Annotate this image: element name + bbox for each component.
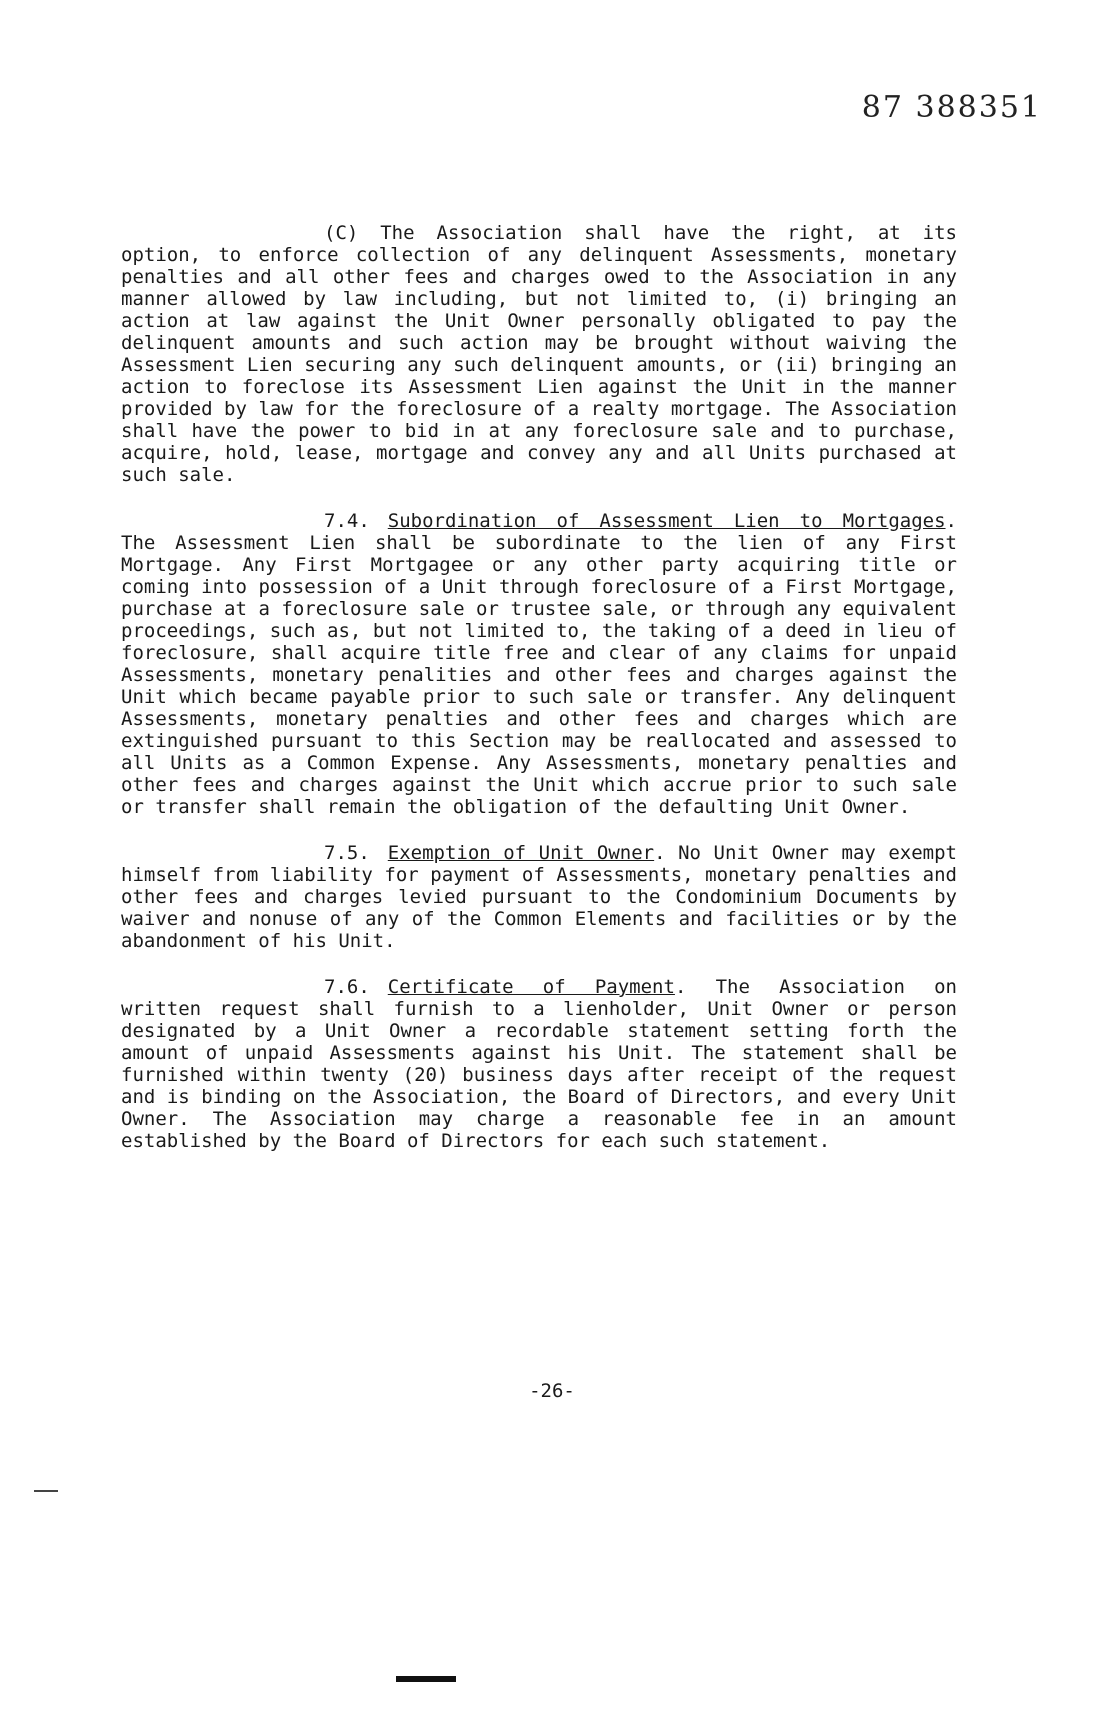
document-number-stamp: 87 388351 bbox=[861, 90, 1042, 125]
document-body bbox=[121, 222, 957, 1176]
section-7-5-number: 7.5. bbox=[324, 842, 370, 864]
paragraph-c-text: (C) The Association shall have the right, at its option, to enforce collection of any delinquent Assessments, monetary penalties and all other fees and charges owed to the Association in any manner allowed by law including, but not limited to, (i) bringing an action at law against the Unit Owner personally obligated to pay the delinquent amounts and such action may be brought without waiving the Assessment Lien securing any such delinquent amounts, or (ii) bringing an action to foreclose its Assessment Lien against the Unit in the manner provided by law for the foreclosure of a realty mortgage. The Association shall have the power to bid in at any foreclosure sale and to purchase, acquire, hold, lease, mortgage and convey any and all Units purchased at such sale. bbox=[121, 222, 957, 486]
section-7-5-heading: Exemption of Unit Owner bbox=[387, 842, 655, 864]
section-7-6-body: . The Association on written request shall furnish to a lienholder, Unit Owner or person designated by a Unit Owner a recordable statement setting forth the amount of unpaid Assessments against his Unit. The statement shall be furnished within twenty (20) business days after receipt of the request and is binding on the Association, the Board of Directors, and every Unit Owner. The Association may charge a reasonable fee in an amount established by the Board of Directors for each such statement. bbox=[121, 976, 957, 1152]
section-7-6-number: 7.6. bbox=[324, 976, 370, 998]
page-number: -26- bbox=[529, 1380, 575, 1402]
section-7-4-heading: Subordination of Assessment Lien to Mortgages bbox=[387, 510, 946, 532]
section-7-4-body: . The Assessment Lien shall be subordinate to the lien of any First Mortgage. Any First Mortgagee or any other party acquiring title or coming into possession of a Unit through foreclosure of a First Mortgage, purchase at a foreclosure sale or trustee sale, or through any equivalent proceedings, such as, but not limited to, the taking of a deed in lieu of foreclosure, shall acquire title free and clear of any claims for unpaid Assessments, monetary penalities and other fees and charges against the Unit which became payable prior to such sale or transfer. Any delinquent Assessments, monetary penalties and other fees and charges which are extinguished pursuant to this Section may be reallocated and assessed to all Units as a Common Expense. Any Assessments, monetary penalties and other fees and charges against the Unit which accrue prior to such sale or transfer shall remain the obligation of the defaulting Unit Owner. bbox=[121, 510, 957, 818]
section-7-4 bbox=[121, 510, 957, 818]
paragraph-c bbox=[121, 222, 957, 486]
section-7-6 bbox=[121, 976, 957, 1152]
section-7-4-number: 7.4. bbox=[324, 510, 370, 532]
section-7-6-heading: Certificate of Payment bbox=[387, 976, 675, 998]
scan-mark-dash bbox=[34, 1490, 58, 1492]
scan-mark-bar bbox=[396, 1676, 456, 1682]
section-7-5 bbox=[121, 842, 957, 952]
section-7-5-body: . No Unit Owner may exempt himself from liability for payment of Assessments, monetary penalties and other fees and charges levied pursuant to the Condominium Documents by waiver and nonuse of any of the Common Elements and facilities or by the abandonment of his Unit. bbox=[121, 842, 957, 952]
